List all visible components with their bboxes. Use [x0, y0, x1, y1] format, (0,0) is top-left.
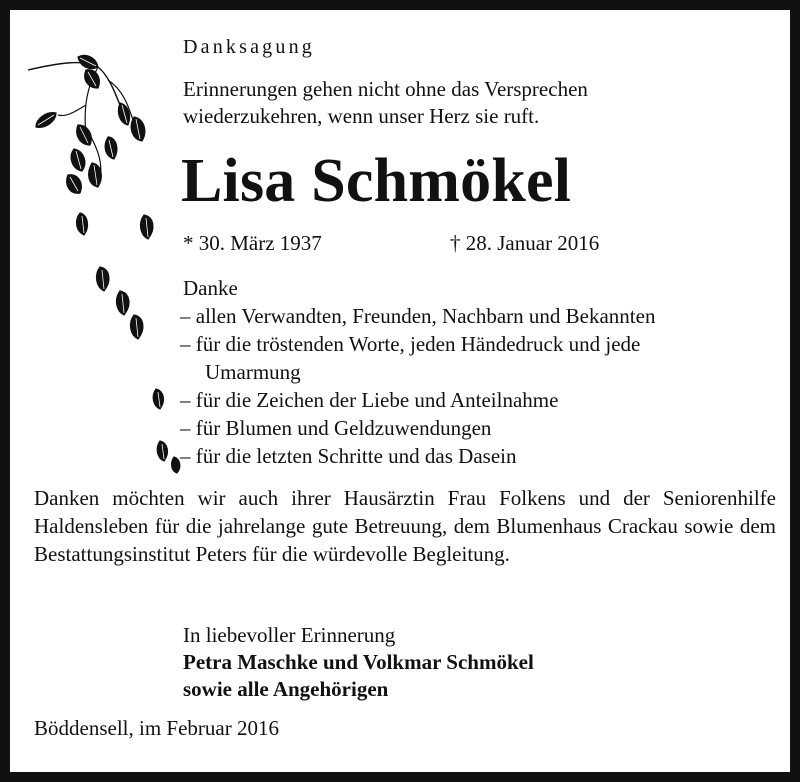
list-item: – allen Verwandten, Freunden, Nachbarn und Bekannten [180, 304, 656, 328]
acknowledgement-paragraph: Danken möchten wir auch ihrer Hausärztin Frau Folkens und der Seniorenhilfe Haldensleben für die jahrelange gute Betreuung, dem Blumenhaus Crackau sowie dem Bestattungsinstitut Peters für die würdevolle Begleitung. [34, 486, 776, 566]
closing-block [183, 622, 534, 703]
falling-leaves-icon [28, 45, 188, 485]
list-item: – für Blumen und Geldzuwendungen [180, 416, 492, 440]
birth-date: * 30. März 1937 [183, 231, 322, 255]
verse [183, 76, 588, 130]
death-date: † 28. Januar 2016 [450, 231, 600, 255]
closing-line: In liebevoller Erinnerung [183, 623, 396, 647]
list-item: Umarmung [205, 360, 301, 384]
deceased-name: Lisa Schmökel [181, 147, 572, 215]
mourners-names: Petra Maschke und Volkmar Schmökel [183, 650, 534, 674]
verse-line-2: wiederzukehren, wenn unser Herz sie ruft. [183, 104, 540, 128]
verse-line-1: Erinnerungen gehen nicht ohne das Versprechen [183, 77, 588, 101]
list-item: – für die letzten Schritte und das Dasein [180, 444, 517, 468]
notice-heading: Danksagung [183, 36, 315, 58]
place-date: Böddensell, im Februar 2016 [34, 716, 279, 740]
thanks-list [180, 302, 655, 470]
list-item: – für die tröstenden Worte, jeden Händedruck und jede [180, 332, 641, 356]
thanks-heading: Danke [183, 276, 238, 300]
list-item: – für die Zeichen der Liebe und Anteilnahme [180, 388, 559, 412]
mourners-relatives: sowie alle Angehörigen [183, 677, 389, 701]
